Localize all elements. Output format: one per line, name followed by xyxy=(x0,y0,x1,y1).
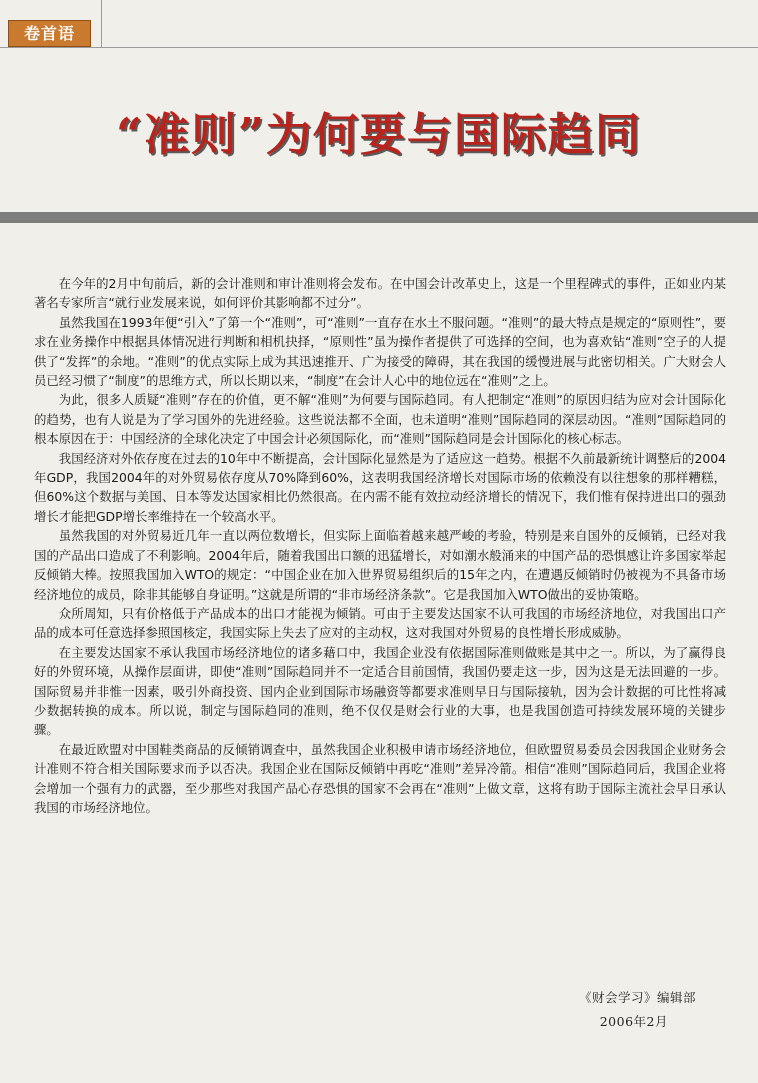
paragraph: 在今年的2月中旬前后，新的会计准则和审计准则将会发布。在中国会计改革史上，这是一个里程碑式的事件，正如业内某著名专家所言“就行业发展来说，如何评价其影响都不过分”。 xyxy=(34,276,726,311)
author-signature: 《财会学习》编辑部 xyxy=(578,990,696,1005)
publication-date: 2006年2月 xyxy=(599,1014,668,1029)
paragraph: 众所周知，只有价格低于产品成本的出口才能视为倾销。可由于主要发达国家不认可我国的市场经济地位，对我国出口产品的成本可任意选择参照国核定，我国实际上失去了应对的主动权，这对我国对外贸易的良性增长形成威胁。 xyxy=(34,605,726,641)
paragraph: 虽然我国在1993年便“引入”了第一个“准则”，可“准则”一直存在水土不服问题。“准则”的最大特点是规定的“原则性”，要求在业务操作中根据具体情况进行判断和相机抉择，“原则性”虽为操作者提供了可选择的空间，也为喜欢钻“准则”空子的人提供了“发挥”的余地。“准则”的优点实际上成为其迅速推开、广为接受的障碍，其在我国的缓慢进展与此密切相关。广大财会人员已经习惯了“制度”的思维方式，所以长期以来，“制度”在会计人心中的地位远在“准则”之上。 xyxy=(34,314,726,389)
paragraph: 为此，很多人质疑“准则”存在的价值，更不解“准则”为何要与国际趋同。有人把制定“准则”的原因归结为应对会计国际化的趋势，也有人说是为了学习国外的先进经验。这些说法都不全面，也未道明“准则”国际趋同的深层动因。“准则”国际趋同的根本原因在于：中国经济的全球化决定了中国会计必须国际化，而“准则”国际趋同是会计国际化的核心标志。 xyxy=(34,392,726,447)
paragraph: 在主要发达国家不承认我国市场经济地位的诸多藉口中，我国企业没有依据国际准则做账是其中之一。所以，为了赢得良好的外贸环境，从操作层面讲，即使“准则”国际趋同并不一定适合目前国情，我国仍要走这一步，因为这是无法回避的一步。国际贸易并非惟一因素，吸引外商投资、国内企业到国际市场融资等都要求准则早日与国际接轨，因为会计数据的可比性将减少数据转换的成本。所以说，制定与国际趋同的准则，绝不仅仅是财会行业的大事，也是我国创造可持续发展环境的关键步骤。 xyxy=(34,644,726,738)
page-title: “准则”为何要与国际趋同 xyxy=(116,108,642,161)
paragraph: 虽然我国的对外贸易近几年一直以两位数增长，但实际上面临着越来越严峻的考验，特别是来自国外的反倾销，已经对我国的产品出口造成了不利影响。2004年后，随着我国出口额的迅猛增长，对如潮水般涌来的中国产品的恐惧感让许多国家举起反倾销大棒。按照我国加入WTO的规定：“中国企业在加入世界贸易组织后的15年之内，在遭遇反倾销时仍被视为不具备市场经济地位的成员，除非其能够自身证明。”这就是所谓的“非市场经济条款”。它是我国加入WTO做出的妥协策略。 xyxy=(34,528,726,602)
article-body xyxy=(34,274,726,817)
section-tab: 卷首语 xyxy=(8,20,91,47)
header-divider-vertical xyxy=(101,0,102,48)
paragraph: 我国经济对外依存度在过去的10年中不断提高，会计国际化显然是为了适应这一趋势。根据不久前最新统计调整后的2004年GDP，我国2004年的对外贸易依存度从70%降到60%，这表明我国经济增长对国际市场的依赖没有以往想象的那样糟糕，但60%这个数据与美国、日本等发达国家相比仍然很高。在内需不能有效拉动经济增长的情况下，我们惟有保持进出口的强劲增长才能把GDP增长率维持在一个较高水平。 xyxy=(34,450,726,524)
paragraph: 在最近欧盟对中国鞋类商品的反倾销调查中，虽然我国企业积极申请市场经济地位，但欧盟贸易委员会因我国企业财务会计准则不符合相关国际要求而予以否决。我国企业在国际反倾销中再吃“准则”差异冷箭。相信“准则”国际趋同后，我国企业将会增加一个强有力的武器，至少那些对我国产品心存恐惧的国家不会再在“准则”上做文章，这将有助于国际主流社会早日承认我国的市场经济地位。 xyxy=(34,741,726,815)
header-divider xyxy=(0,47,758,48)
title-divider-band xyxy=(0,212,758,223)
